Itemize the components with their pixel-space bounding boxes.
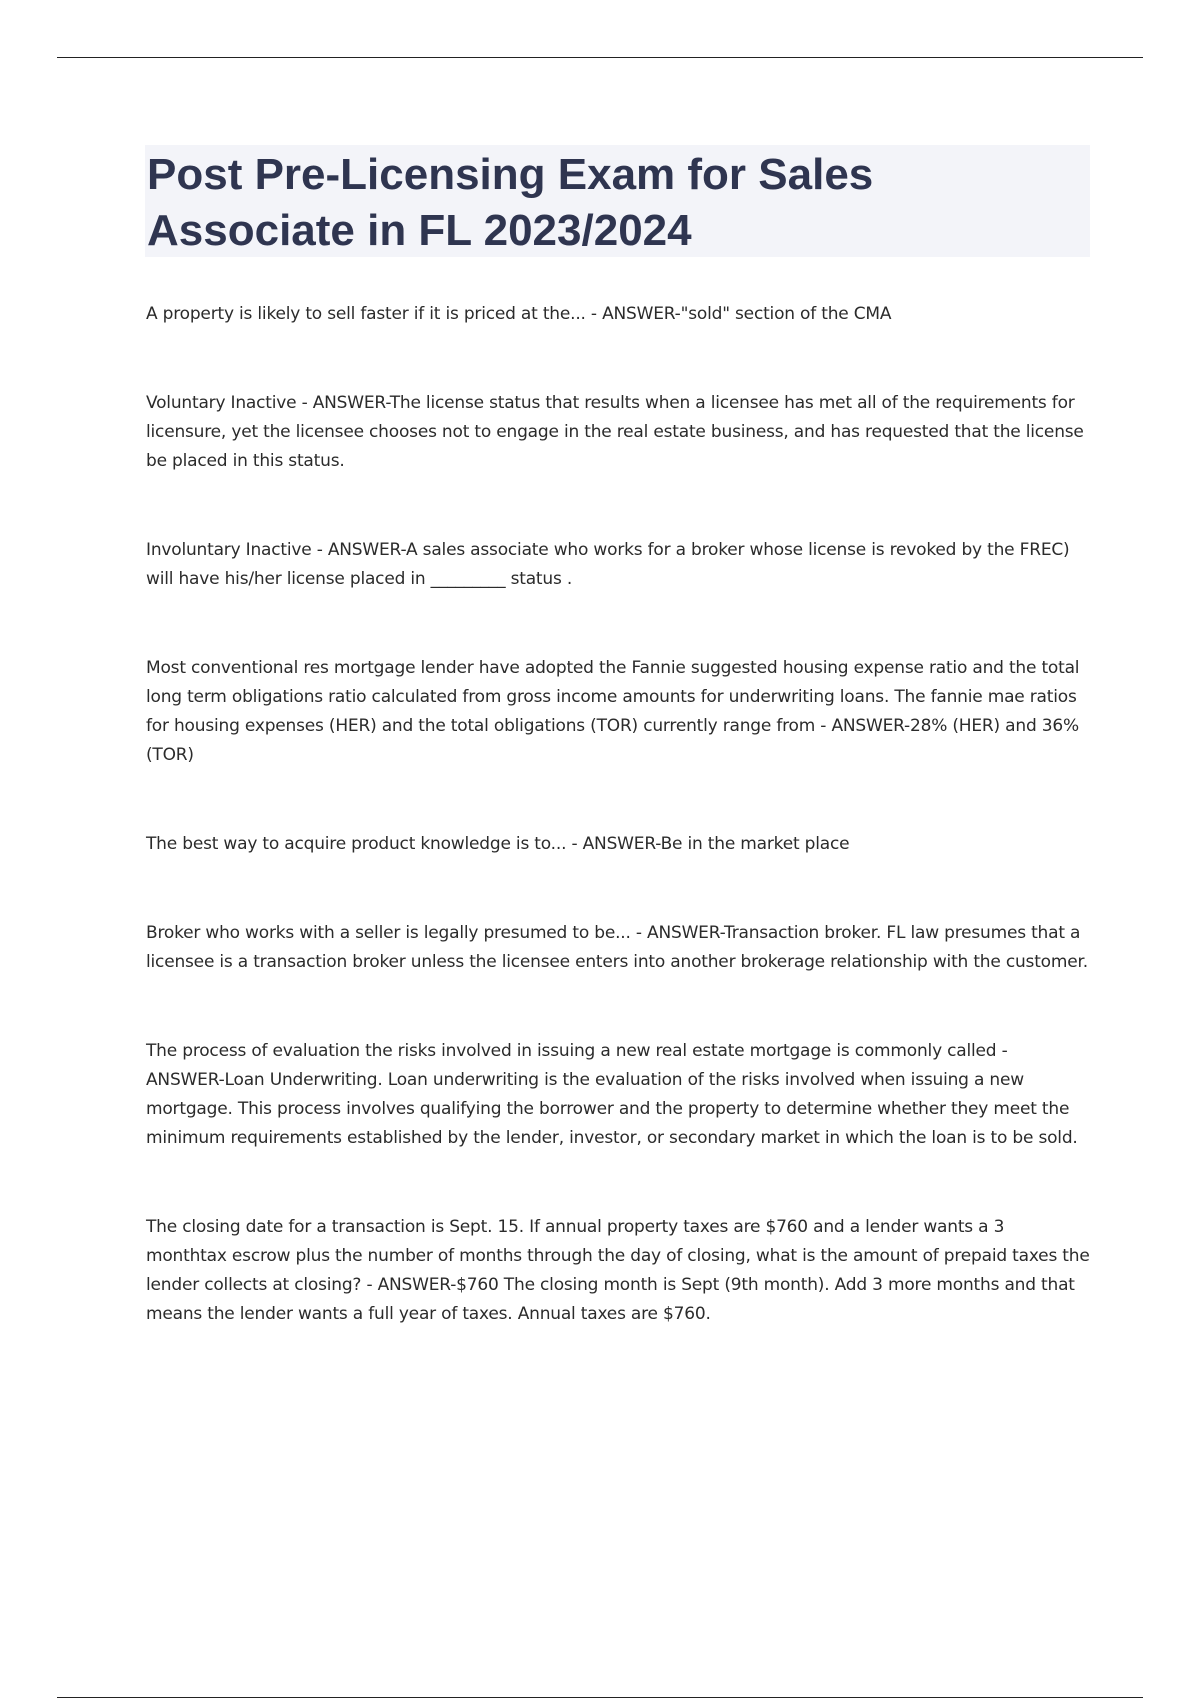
top-rule [57,57,1143,58]
qa-item: Voluntary Inactive - ANSWER-The license status that results when a licensee has met all of the requirements for licensure, yet the licensee chooses not to engage in the real estate business, and has requested that the license be placed in this status. [146,393,1084,471]
qa-item: Broker who works with a seller is legally presumed to be... - ANSWER-Transaction broker. FL law presumes that a licensee is a transaction broker unless the licensee enters into another brokerage relationship with the customer. [146,923,1088,972]
qa-item: The best way to acquire product knowledge is to... - ANSWER-Be in the market place [146,834,850,854]
qa-list [146,300,1090,1389]
qa-item: The process of evaluation the risks involved in issuing a new real estate mortgage is commonly called - ANSWER-Loan Underwriting. Loan underwriting is the evaluation of the risks involved when issuing a new mortgage. This process involves qualifying the borrower and the property to determine whether they meet the minimum requirements established by the lender, investor, or secondary market in which the loan is to be sold. [146,1041,1078,1148]
qa-item: Most conventional res mortgage lender have adopted the Fannie suggested housing expense ratio and the total long term obligations ratio calculated from gross income amounts for underwriting loans. The fannie mae ratios for housing expenses (HER) and the total obligations (TOR) currently range from - ANSWER-28% (HER) and 36% (TOR) [146,658,1080,765]
title-block [145,145,1090,257]
qa-item: A property is likely to sell faster if it is priced at the... - ANSWER-"sold" section of the CMA [146,304,892,324]
qa-item: Involuntary Inactive - ANSWER-A sales associate who works for a broker whose license is revoked by the FREC) will have his/her license placed in _________ status . [146,540,1070,589]
document-title: Post Pre-Licensing Exam for Sales Associate in FL 2023/2024 [147,150,874,255]
qa-item: The closing date for a transaction is Sept. 15. If annual property taxes are $760 and a lender wants a 3 monthtax escrow plus the number of months through the day of closing, what is the amount of prepaid taxes the lender collects at closing? - ANSWER-$760 The closing month is Sept (9th month). Add 3 more months and that means the lender wants a full year of taxes. Annual taxes are $760. [146,1217,1090,1324]
bottom-rule [57,1697,1143,1698]
